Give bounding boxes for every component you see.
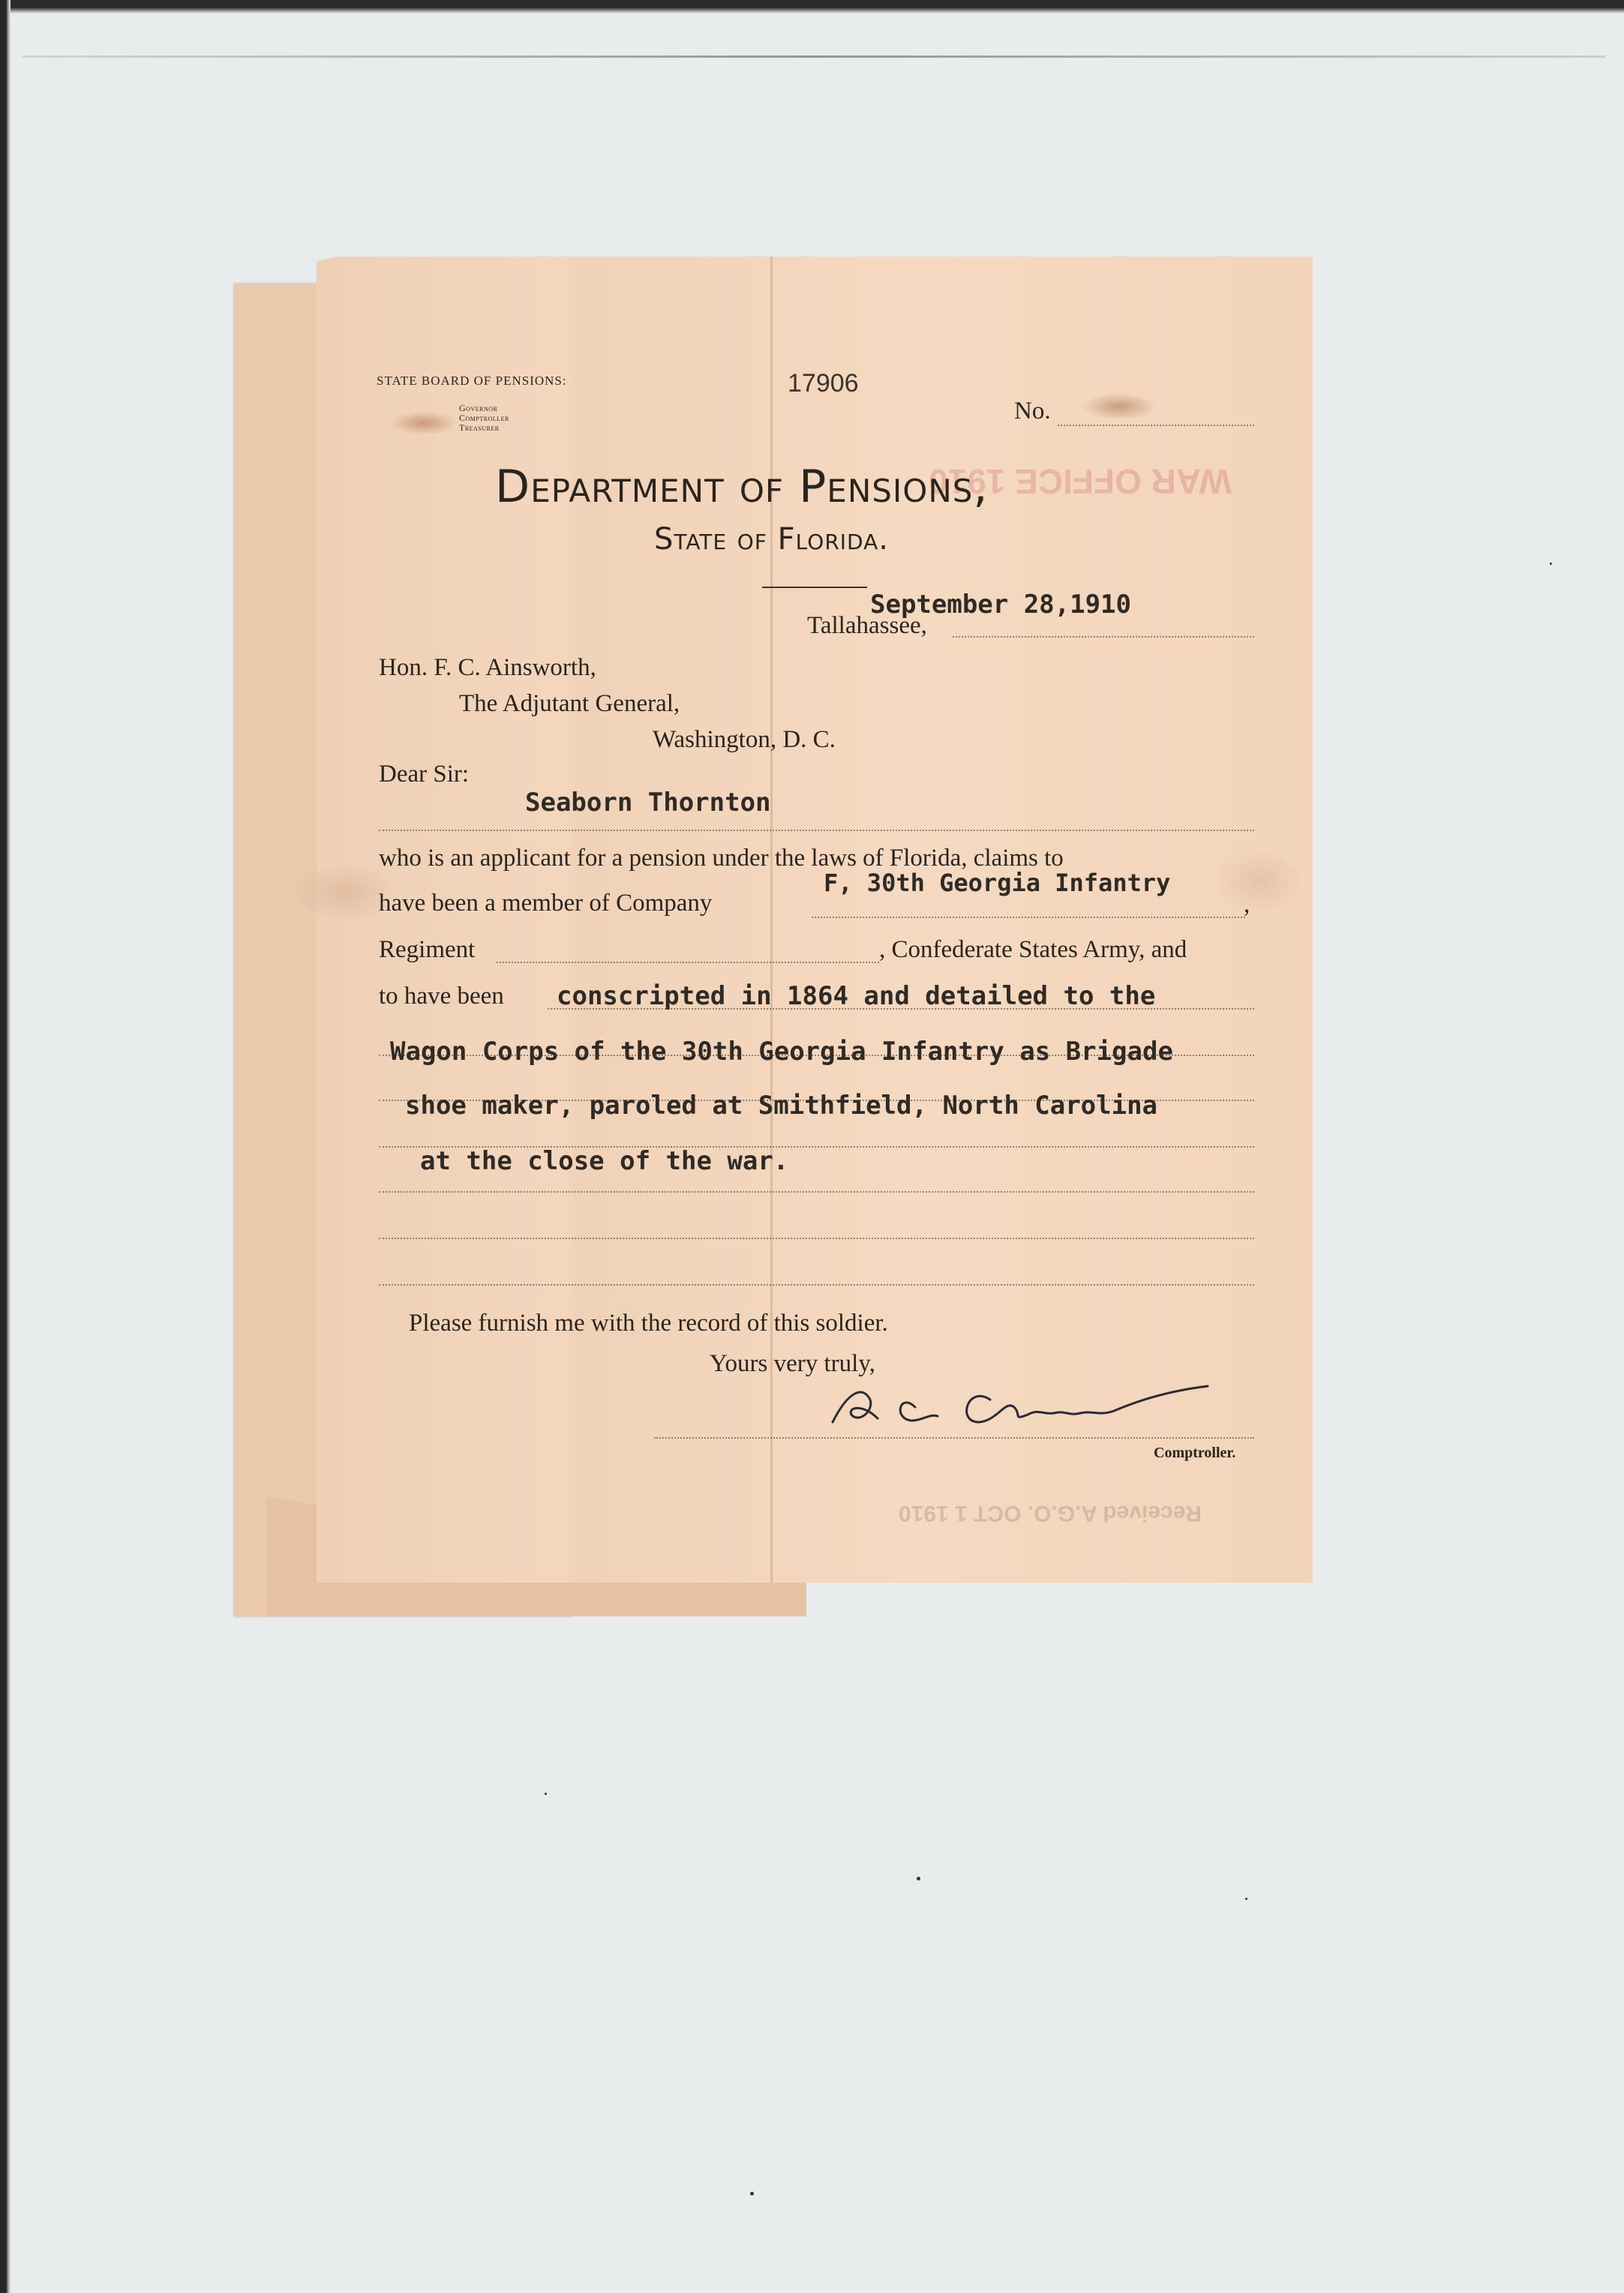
board-member-treasurer: Treasurer	[459, 422, 500, 433]
blank-line	[379, 1191, 1254, 1193]
blank-line	[379, 1284, 1254, 1286]
received-stamp-bottom: Received A.G.O. OCT 1 1910	[898, 1501, 1202, 1526]
dateline-rule	[762, 587, 867, 588]
handwritten-signature	[818, 1377, 1238, 1437]
regiment-label: Regiment	[379, 936, 476, 963]
service-line-4-rule	[379, 1146, 1254, 1148]
service-line-1: conscripted in 1864 and detailed to the	[557, 981, 1156, 1011]
paper-fold-crease	[770, 257, 773, 1583]
address-line-1: Hon. F. C. Ainsworth,	[379, 654, 596, 681]
scan-speck	[917, 1877, 920, 1880]
scan-speck	[545, 1793, 547, 1795]
body-line-1: who is an applicant for a pension under the laws of Florida, claims to	[379, 845, 1064, 872]
scan-speck	[750, 2192, 754, 2195]
service-line-1-rule	[548, 1008, 1254, 1010]
address-line-2: The Adjutant General,	[459, 690, 680, 717]
scanner-top-edge	[0, 0, 1624, 14]
board-label: STATE BOARD OF PENSIONS:	[377, 374, 567, 388]
file-number: 17906	[788, 369, 859, 398]
blank-line	[379, 1238, 1254, 1239]
regiment-line	[497, 962, 879, 963]
company-comma: ,	[1244, 891, 1250, 918]
paper-stain	[1215, 848, 1305, 915]
letter-date: September 28,1910	[870, 590, 1131, 620]
address-line-3: Washington, D. C.	[653, 726, 836, 753]
service-line-2-rule	[379, 1055, 1254, 1056]
salutation: Dear Sir:	[379, 761, 470, 788]
signature-line	[654, 1437, 1254, 1439]
state-title: State of Florida.	[654, 522, 889, 557]
signer-title: Comptroller.	[1154, 1445, 1236, 1461]
valediction: Yours very truly,	[710, 1350, 875, 1377]
dateline-line	[953, 636, 1254, 638]
scanner-left-edge	[0, 0, 11, 2293]
no-label: No.	[1014, 398, 1051, 425]
paper-stain	[390, 411, 458, 435]
scan-speck	[1245, 1898, 1247, 1900]
service-line-3-rule	[379, 1100, 1254, 1101]
scanner-top-rule	[23, 56, 1605, 58]
company-regiment: F, 30th Georgia Infantry	[824, 869, 1171, 897]
service-line-2: Wagon Corps of the 30th Georgia Infantry as Brigade	[390, 1037, 1173, 1067]
dateline-place: Tallahassee,	[807, 612, 927, 639]
applicant-name: Seaborn Thornton	[525, 788, 771, 818]
received-stamp: WAR OFFICE 1910	[929, 462, 1232, 501]
service-line-4: at the close of the war.	[420, 1146, 789, 1176]
company-line	[812, 917, 1245, 918]
board-member-governor: Governor	[459, 403, 498, 413]
service-line-3: shoe maker, paroled at Smithfield, North Carolina	[405, 1091, 1158, 1121]
body-line-2: have been a member of Company	[379, 890, 713, 917]
no-line	[1058, 425, 1254, 426]
department-title: Department of Pensions,	[495, 461, 989, 513]
applicant-line	[379, 830, 1254, 831]
have-been-label: to have been	[379, 983, 504, 1010]
army-text: , Confederate States Army, and	[879, 936, 1187, 963]
scan-speck	[1550, 563, 1552, 565]
board-members	[459, 404, 509, 433]
record-request: Please furnish me with the record of this soldier.	[409, 1310, 888, 1337]
board-member-comptroller: Comptroller	[459, 413, 509, 423]
